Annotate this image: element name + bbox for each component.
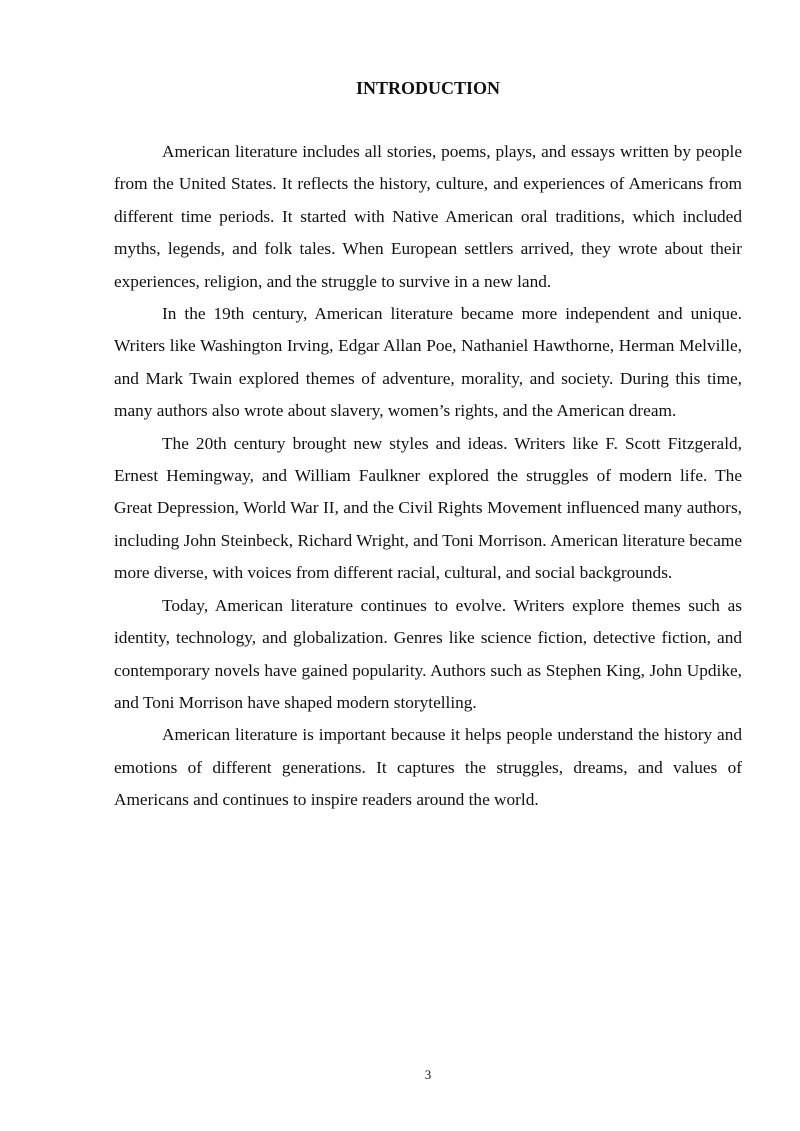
paragraph-1: American literature includes all stories, poems, plays, and essays written by people from the United States. It reflects the history, culture, and experiences of Americans from different time periods. It started with Native American oral traditions, which included myths, legends, and folk tales. When European settlers arrived, they wrote about their experiences, religion, and the struggle to survive in a new land. [114, 142, 742, 291]
paragraph-3: The 20th century brought new styles and ideas. Writers like F. Scott Fitzgerald, Ernest Hemingway, and William Faulkner explored the struggles of modern life. The Great Depression, World War II, and the Civil Rights Movement influenced many authors, including John Steinbeck, Richard Wright, and Toni Morrison. American literature became more diverse, with voices from different racial, cultural, and social backgrounds. [114, 433, 742, 583]
page-number: 3 [424, 1067, 432, 1082]
body-text [114, 136, 742, 817]
paragraph-5: American literature is important because it helps people understand the history and emotions of different generations. It captures the struggles, dreams, and values of Americans and continues to inspire readers around the world. [114, 725, 742, 810]
paragraph-2: In the 19th century, American literature became more independent and unique. Writers like Washington Irving, Edgar Allan Poe, Nathaniel Hawthorne, Herman Melville, and Mark Twain explored themes of adventure, morality, and society. During this time, many authors also wrote about slavery, women’s rights, and the American dream. [114, 304, 742, 421]
paragraph-4: Today, American literature continues to evolve. Writers explore themes such as identity, technology, and globalization. Genres like science fiction, detective fiction, and contemporary novels have gained popularity. Authors such as Stephen King, John Updike, and Toni Morrison have shaped modern storytelling. [114, 595, 742, 712]
page-title: INTRODUCTION [355, 78, 501, 98]
